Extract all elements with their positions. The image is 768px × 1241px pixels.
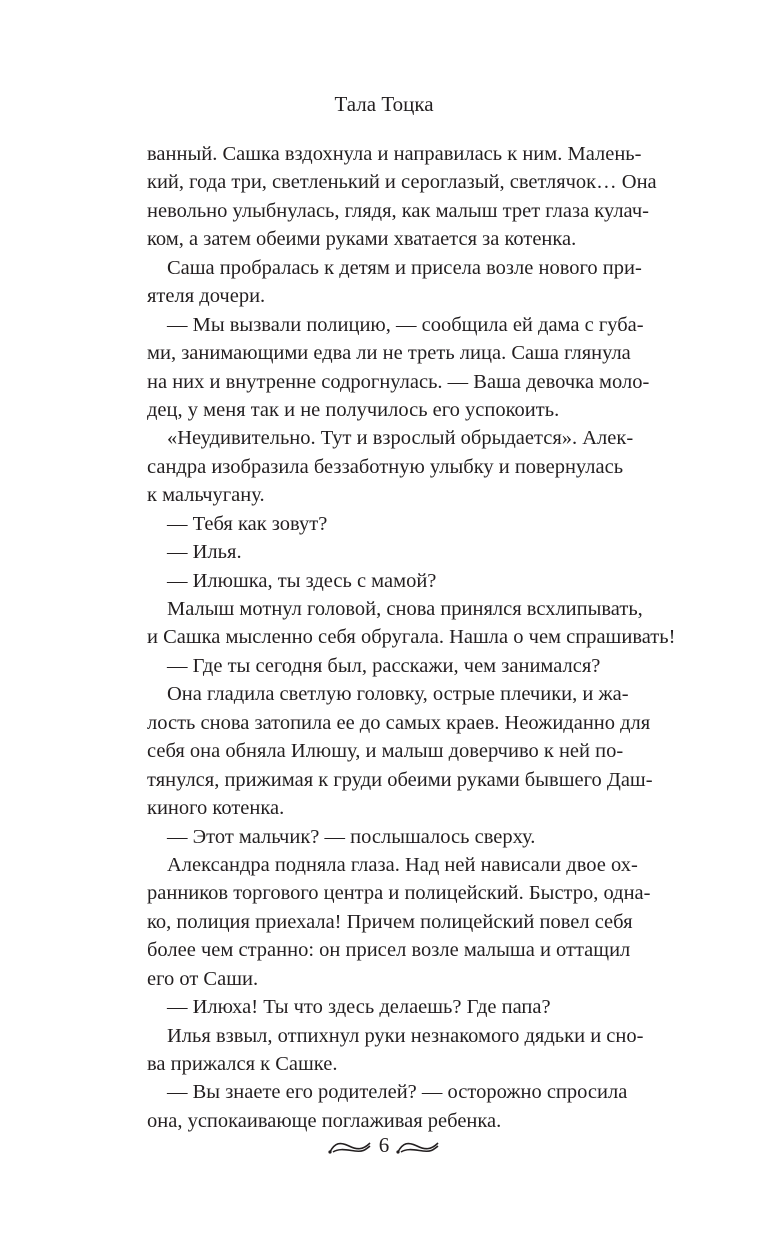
text-line: Малыш мотнул головой, снова принялся всхлипывать, bbox=[167, 598, 643, 620]
text-line: себя она обняла Илюшу, и малыш доверчиво к ней по- bbox=[147, 740, 624, 763]
text-line: ко, полиция приехала! Причем полицейский повел себя bbox=[147, 910, 633, 933]
text-line: ятеля дочери. bbox=[147, 285, 266, 308]
text-line: — Мы вызвали полицию, — сообщила ей дама с губа- bbox=[167, 313, 644, 336]
text-line: ранников торгового центра и полицейский. Быстро, одна- bbox=[147, 882, 651, 905]
text-line: сандра изобразила беззаботную улыбку и повернулась bbox=[147, 455, 624, 478]
text-line: невольно улыбнулась, глядя, как малыш трет глаза кулач- bbox=[147, 199, 649, 222]
text-line: — Тебя как зовут? bbox=[167, 512, 328, 535]
text-line: к мальчугану. bbox=[147, 484, 265, 507]
text-line: — Илюха! Ты что здесь делаешь? Где папа? bbox=[167, 996, 551, 1019]
text-line: Илья взвыл, отпихнул руки незнакомого дядьки и сно- bbox=[167, 1024, 644, 1047]
text-line: «Неудивительно. Тут и взрослый обрыдается». Алек- bbox=[167, 427, 634, 450]
text-line: ванный. Сашка вздохнула и направилась к ним. Малень- bbox=[147, 143, 642, 165]
text-line: она, успокаивающе поглаживая ребенка. bbox=[147, 1109, 502, 1132]
text-line: киного котенка. bbox=[147, 797, 285, 820]
text-line: — Илюшка, ты здесь с мамой? bbox=[167, 569, 437, 592]
text-line: — Илья. bbox=[167, 541, 242, 564]
text-line: Александра подняла глаза. Над ней нависали двое ох- bbox=[167, 853, 638, 876]
page-number: 6 bbox=[378, 1133, 390, 1157]
text-line: кий, года три, светленький и сероглазый, светлячок… Она bbox=[147, 171, 657, 194]
text-line: более чем странно: он присел возле малыша и оттащил bbox=[147, 939, 631, 962]
text-line: Саша пробралась к детям и присела возле нового при- bbox=[167, 256, 642, 279]
text-line: ва прижался к Сашке. bbox=[147, 1053, 338, 1075]
text-line: ми, занимающими едва ли не треть лица. Саша глянула bbox=[147, 342, 631, 365]
text-line: — Вы знаете его родителей? — осторожно спросила bbox=[167, 1081, 628, 1104]
text-line: — Где ты сегодня был, расскажи, чем занимался? bbox=[167, 654, 601, 677]
text-line: ком, а затем обеими руками хватается за котенка. bbox=[147, 228, 577, 251]
text-line: лость снова затопила ее до самых краев. Неожиданно для bbox=[147, 711, 651, 734]
left-swash-ornament-icon bbox=[327, 1138, 373, 1156]
text-line: дец, у меня так и не получилось его успокоить. bbox=[147, 398, 560, 421]
text-line: Она гладила светлую головку, острые плечики, и жа- bbox=[167, 683, 629, 706]
text-line: и Сашка мысленно себя обругала. Нашла о чем спрашивать! bbox=[147, 626, 676, 649]
text-line: тянулся, прижимая к груди обеими руками бывшего Даш- bbox=[147, 768, 653, 791]
text-line: его от Саши. bbox=[147, 967, 259, 990]
text-line: на них и внутренне содрогнулась. — Ваша девочка моло- bbox=[147, 370, 650, 393]
running-header-author: Тала Тоцка bbox=[334, 92, 434, 116]
text-line: — Этот мальчик? — послышалось сверху. bbox=[167, 825, 536, 848]
right-swash-ornament-icon bbox=[395, 1138, 441, 1156]
body-text bbox=[147, 140, 676, 1135]
page-number-folio bbox=[0, 1133, 768, 1158]
